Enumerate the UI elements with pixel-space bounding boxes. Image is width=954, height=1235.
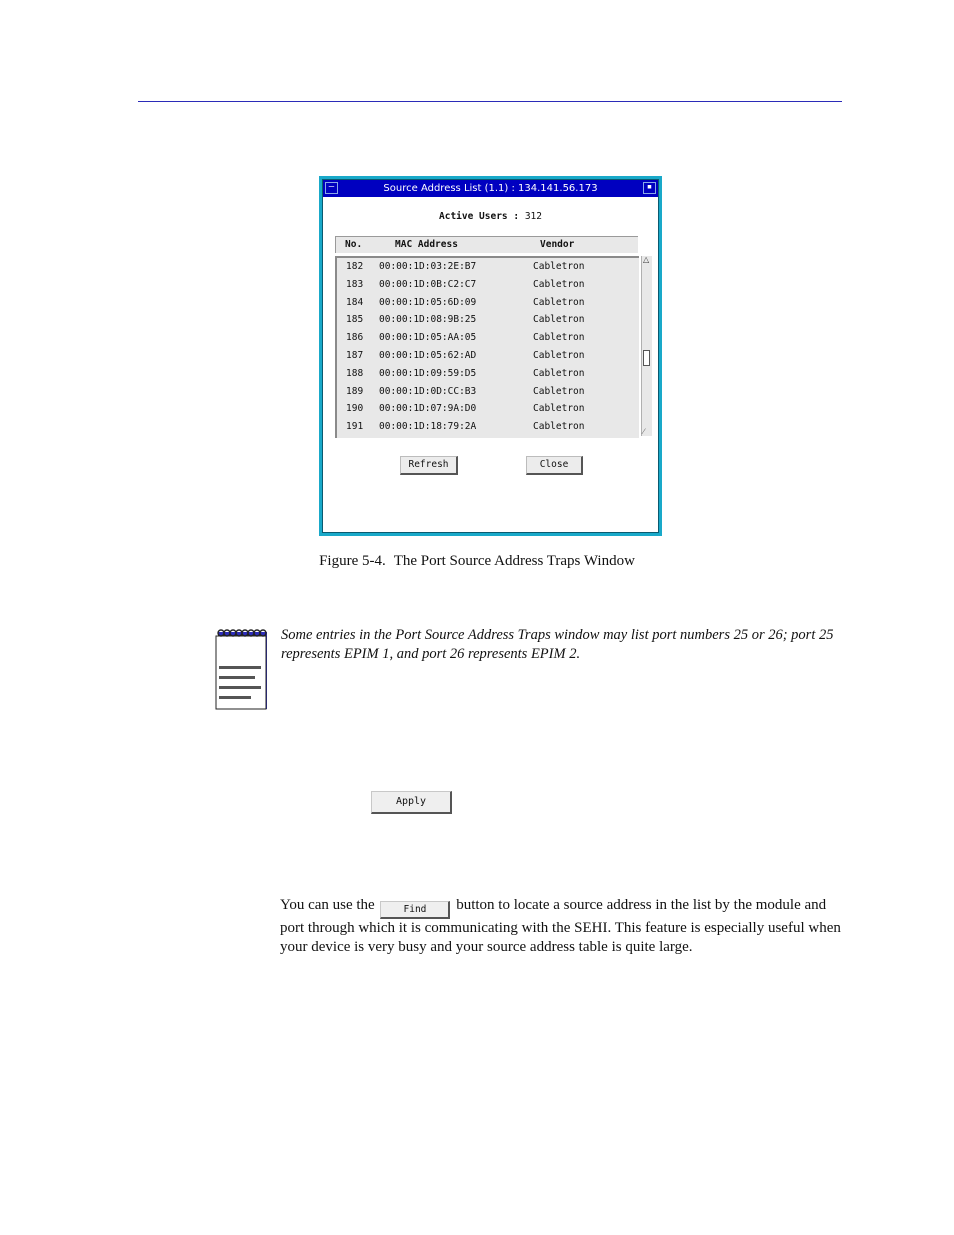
minimize-icon[interactable]: ▪ (643, 182, 656, 194)
row-vendor: Cabletron (533, 350, 585, 361)
row-vendor: Cabletron (533, 332, 585, 344)
scroll-up-icon[interactable]: △ (643, 255, 650, 264)
list-item[interactable] (337, 400, 639, 418)
column-header-vendor: Vendor (540, 239, 575, 250)
list-item[interactable] (337, 365, 639, 383)
list-item[interactable] (337, 383, 639, 401)
row-vendor: Cabletron (533, 278, 585, 290)
active-users (323, 211, 658, 222)
note-text: Some entries in the Port Source Address Traps window may list port numbers 25 or 26; port 25 represents EPIM 1, and port 26 represents EPIM 2. (281, 627, 834, 662)
row-mac-address: 00:00:1D:08:9B:25 (379, 314, 477, 326)
list-header (335, 236, 638, 253)
row-mac-address: 00:00:1D:05:6D:09 (379, 296, 477, 308)
row-number: 185 (346, 314, 364, 326)
figure-title: The Port Source Address Traps Window (393, 553, 635, 569)
row-number: 186 (346, 332, 364, 344)
refresh-button[interactable]: Refresh (400, 456, 458, 475)
window-body (322, 179, 659, 533)
row-mac-address: 00:00:1D:03:2E:B7 (379, 261, 477, 272)
row-mac-address: 00:00:1D:0B:C2:C7 (379, 278, 477, 290)
notepad-icon (215, 628, 268, 710)
window-titlebar[interactable] (323, 180, 658, 197)
body-paragraph (280, 896, 845, 957)
row-number: 183 (346, 278, 364, 290)
row-mac-address: 00:00:1D:09:59:D5 (379, 367, 477, 379)
row-mac-address: 00:00:1D:18:79:2A (379, 421, 477, 433)
row-number: 189 (346, 385, 364, 397)
list-item[interactable] (337, 294, 639, 312)
list-item[interactable] (337, 276, 639, 294)
row-number: 188 (346, 367, 364, 379)
scroll-thumb[interactable] (643, 350, 650, 366)
row-mac-address: 00:00:1D:05:62:AD (379, 350, 477, 361)
row-vendor: Cabletron (533, 421, 585, 433)
row-number: 191 (346, 421, 364, 433)
paragraph-rest: button to locate a source address in the list by the module and port through which it is communicating with the SEHI. This feature is especially useful when your device is very busy and your source address table is quite large. (280, 897, 841, 955)
row-number: 190 (346, 403, 364, 415)
figure-number: Figure 5-4. (319, 553, 386, 569)
address-list[interactable] (335, 256, 639, 438)
find-button[interactable]: Find (380, 901, 450, 919)
column-header-no: No. (345, 239, 363, 250)
window-title: Source Address List (1.1) : 134.141.56.173 (383, 183, 598, 194)
row-number: 182 (346, 261, 364, 272)
row-vendor: Cabletron (533, 385, 585, 397)
list-item[interactable] (337, 347, 639, 365)
scroll-down-icon[interactable]: ⁄ (643, 427, 645, 436)
active-users-label: Active Users : (439, 211, 520, 222)
column-header-mac: MAC Address (395, 239, 458, 250)
list-scrollbar[interactable] (641, 256, 652, 436)
row-vendor: Cabletron (533, 296, 585, 308)
source-address-window (319, 176, 662, 536)
row-vendor: Cabletron (533, 367, 585, 379)
row-number: 187 (346, 350, 364, 361)
close-button[interactable]: Close (526, 456, 583, 475)
list-item[interactable] (337, 258, 639, 276)
row-mac-address: 00:00:1D:05:AA:05 (379, 332, 477, 344)
apply-button[interactable]: Apply (371, 791, 452, 814)
window-menu-icon[interactable]: — (325, 182, 338, 194)
paragraph-intro: You can use the (280, 897, 375, 913)
row-mac-address: 00:00:1D:07:9A:D0 (379, 403, 477, 415)
active-users-value: 312 (524, 211, 542, 222)
list-item[interactable] (337, 329, 639, 347)
row-vendor: Cabletron (533, 403, 585, 415)
figure-caption (0, 553, 954, 570)
row-number: 184 (346, 296, 364, 308)
list-item[interactable] (337, 311, 639, 329)
list-item[interactable] (337, 418, 639, 436)
row-vendor: Cabletron (533, 314, 585, 326)
row-mac-address: 00:00:1D:0D:CC:B3 (379, 385, 477, 397)
row-vendor: Cabletron (533, 261, 585, 272)
header-rule (138, 101, 842, 102)
